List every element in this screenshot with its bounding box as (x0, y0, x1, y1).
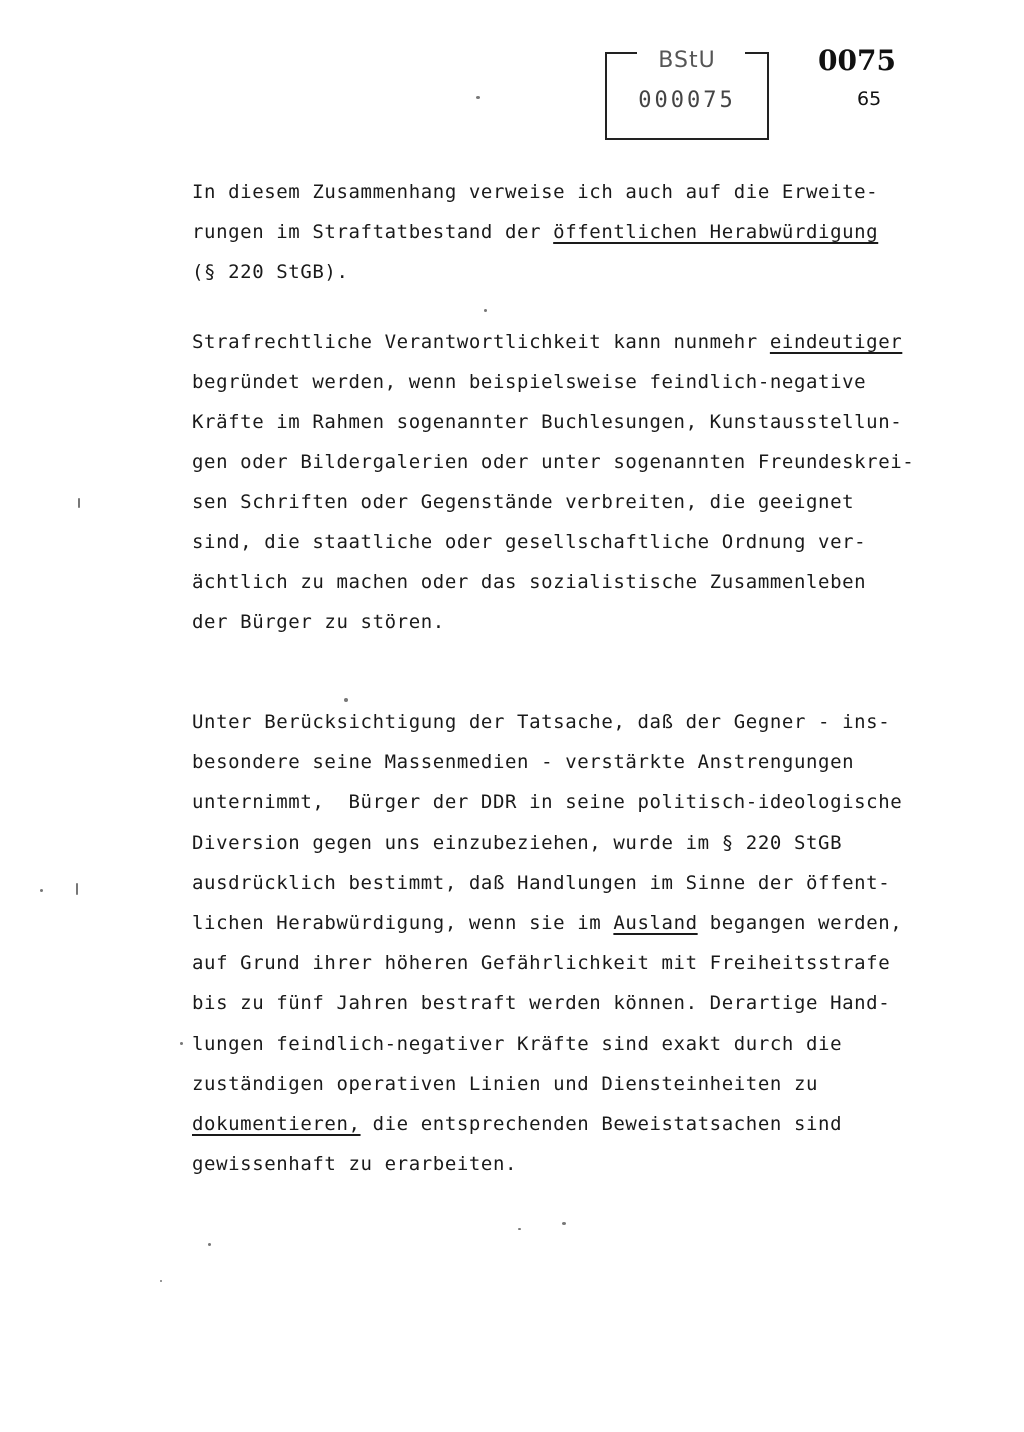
text-line (192, 220, 878, 244)
text-line (192, 530, 866, 554)
stamp-border-top-left (605, 52, 637, 54)
scan-speck (562, 1222, 566, 1225)
scan-speck (344, 698, 348, 702)
text-line (192, 450, 914, 474)
line-text: auf Grund ihrer höheren Gefährlichkeit mit Freiheitsstrafe (192, 952, 891, 974)
scan-speck (78, 498, 80, 508)
text-line (192, 370, 866, 394)
line-text: sen Schriften oder Gegenstände verbreiten, die geeignet (192, 491, 855, 513)
text-line (192, 570, 866, 594)
line-text: Diversion gegen uns einzubeziehen, wurde im § 220 StGB (192, 832, 843, 854)
text-line (192, 1032, 842, 1056)
text-line (192, 1112, 842, 1136)
stamp-number: 000075 (638, 88, 736, 113)
text-line (192, 490, 854, 514)
underlined-term: eindeutiger (769, 331, 903, 353)
scan-speck (40, 889, 43, 892)
line-text: sind, die staatliche oder gesellschaftliche Ordnung ver- (192, 531, 867, 553)
text-line (192, 951, 890, 975)
line-text: besondere seine Massenmedien - verstärkte Anstrengungen (192, 751, 855, 773)
text-line (192, 790, 902, 814)
scan-speck (180, 1042, 183, 1045)
line-text: bis zu fünf Jahren bestraft werden können. Derartige Hand- (192, 992, 891, 1014)
page-number: 65 (857, 88, 882, 110)
line-text: In diesem Zusammenhang verweise ich auch auf die Erweite- (192, 181, 879, 203)
text-line (192, 610, 445, 634)
scan-speck (208, 1243, 211, 1246)
text-line (192, 831, 842, 855)
text-line (192, 1072, 818, 1096)
scan-speck (160, 1280, 162, 1282)
text-line (192, 410, 902, 434)
line-text: Kräfte im Rahmen sogenannter Buchlesungen, Kunstausstellun- (192, 411, 903, 433)
scan-speck (476, 96, 480, 99)
underlined-term: Ausland (613, 912, 698, 934)
line-text: unternimmt, Bürger der DDR in seine politisch-ideologische (192, 791, 903, 813)
line-text: lichen Herabwürdigung, wenn sie im (192, 912, 614, 934)
line-text: rungen im Straftatbestand der (192, 221, 554, 243)
scan-speck (484, 309, 487, 312)
text-line (192, 330, 902, 354)
line-text: lungen feindlich-negativer Kräfte sind exakt durch die (192, 1033, 843, 1055)
line-text: (§ 220 StGB). (192, 261, 349, 283)
line-text: zuständigen operativen Linien und Diensteinheiten zu (192, 1073, 819, 1095)
stamp-label: BStU (658, 48, 716, 73)
underlined-term: dokumentieren, (192, 1113, 361, 1135)
text-line (192, 911, 902, 935)
archive-stamp (605, 48, 769, 140)
text-line (192, 180, 878, 204)
scan-speck (76, 883, 78, 895)
archive-number: 0075 (818, 44, 896, 77)
text-line (192, 260, 349, 284)
line-text: Strafrechtliche Verantwortlichkeit kann nunmehr (192, 331, 770, 353)
text-line (192, 750, 854, 774)
line-text: der Bürger zu stören. (192, 611, 445, 633)
text-line (192, 1152, 517, 1176)
line-text: gen oder Bildergalerien oder unter sogenannten Freundeskrei- (192, 451, 915, 473)
text-line (192, 991, 890, 1015)
line-text: Unter Berücksichtigung der Tatsache, daß der Gegner - ins- (192, 711, 891, 733)
underlined-term: öffentlichen Herabwürdigung (553, 221, 879, 243)
line-text: gewissenhaft zu erarbeiten. (192, 1153, 518, 1175)
text-line (192, 871, 890, 895)
line-text: ausdrücklich bestimmt, daß Handlungen im Sinne der öffent- (192, 872, 891, 894)
line-text: ächtlich zu machen oder das sozialistische Zusammenleben (192, 571, 867, 593)
line-text-after: begangen werden, (697, 912, 903, 934)
line-text-after: die entsprechenden Beweistatsachen sind (360, 1113, 843, 1135)
text-line (192, 710, 890, 734)
line-text: begründet werden, wenn beispielsweise feindlich-negative (192, 371, 867, 393)
scan-speck (518, 1228, 521, 1230)
stamp-border-top-right (745, 52, 769, 54)
